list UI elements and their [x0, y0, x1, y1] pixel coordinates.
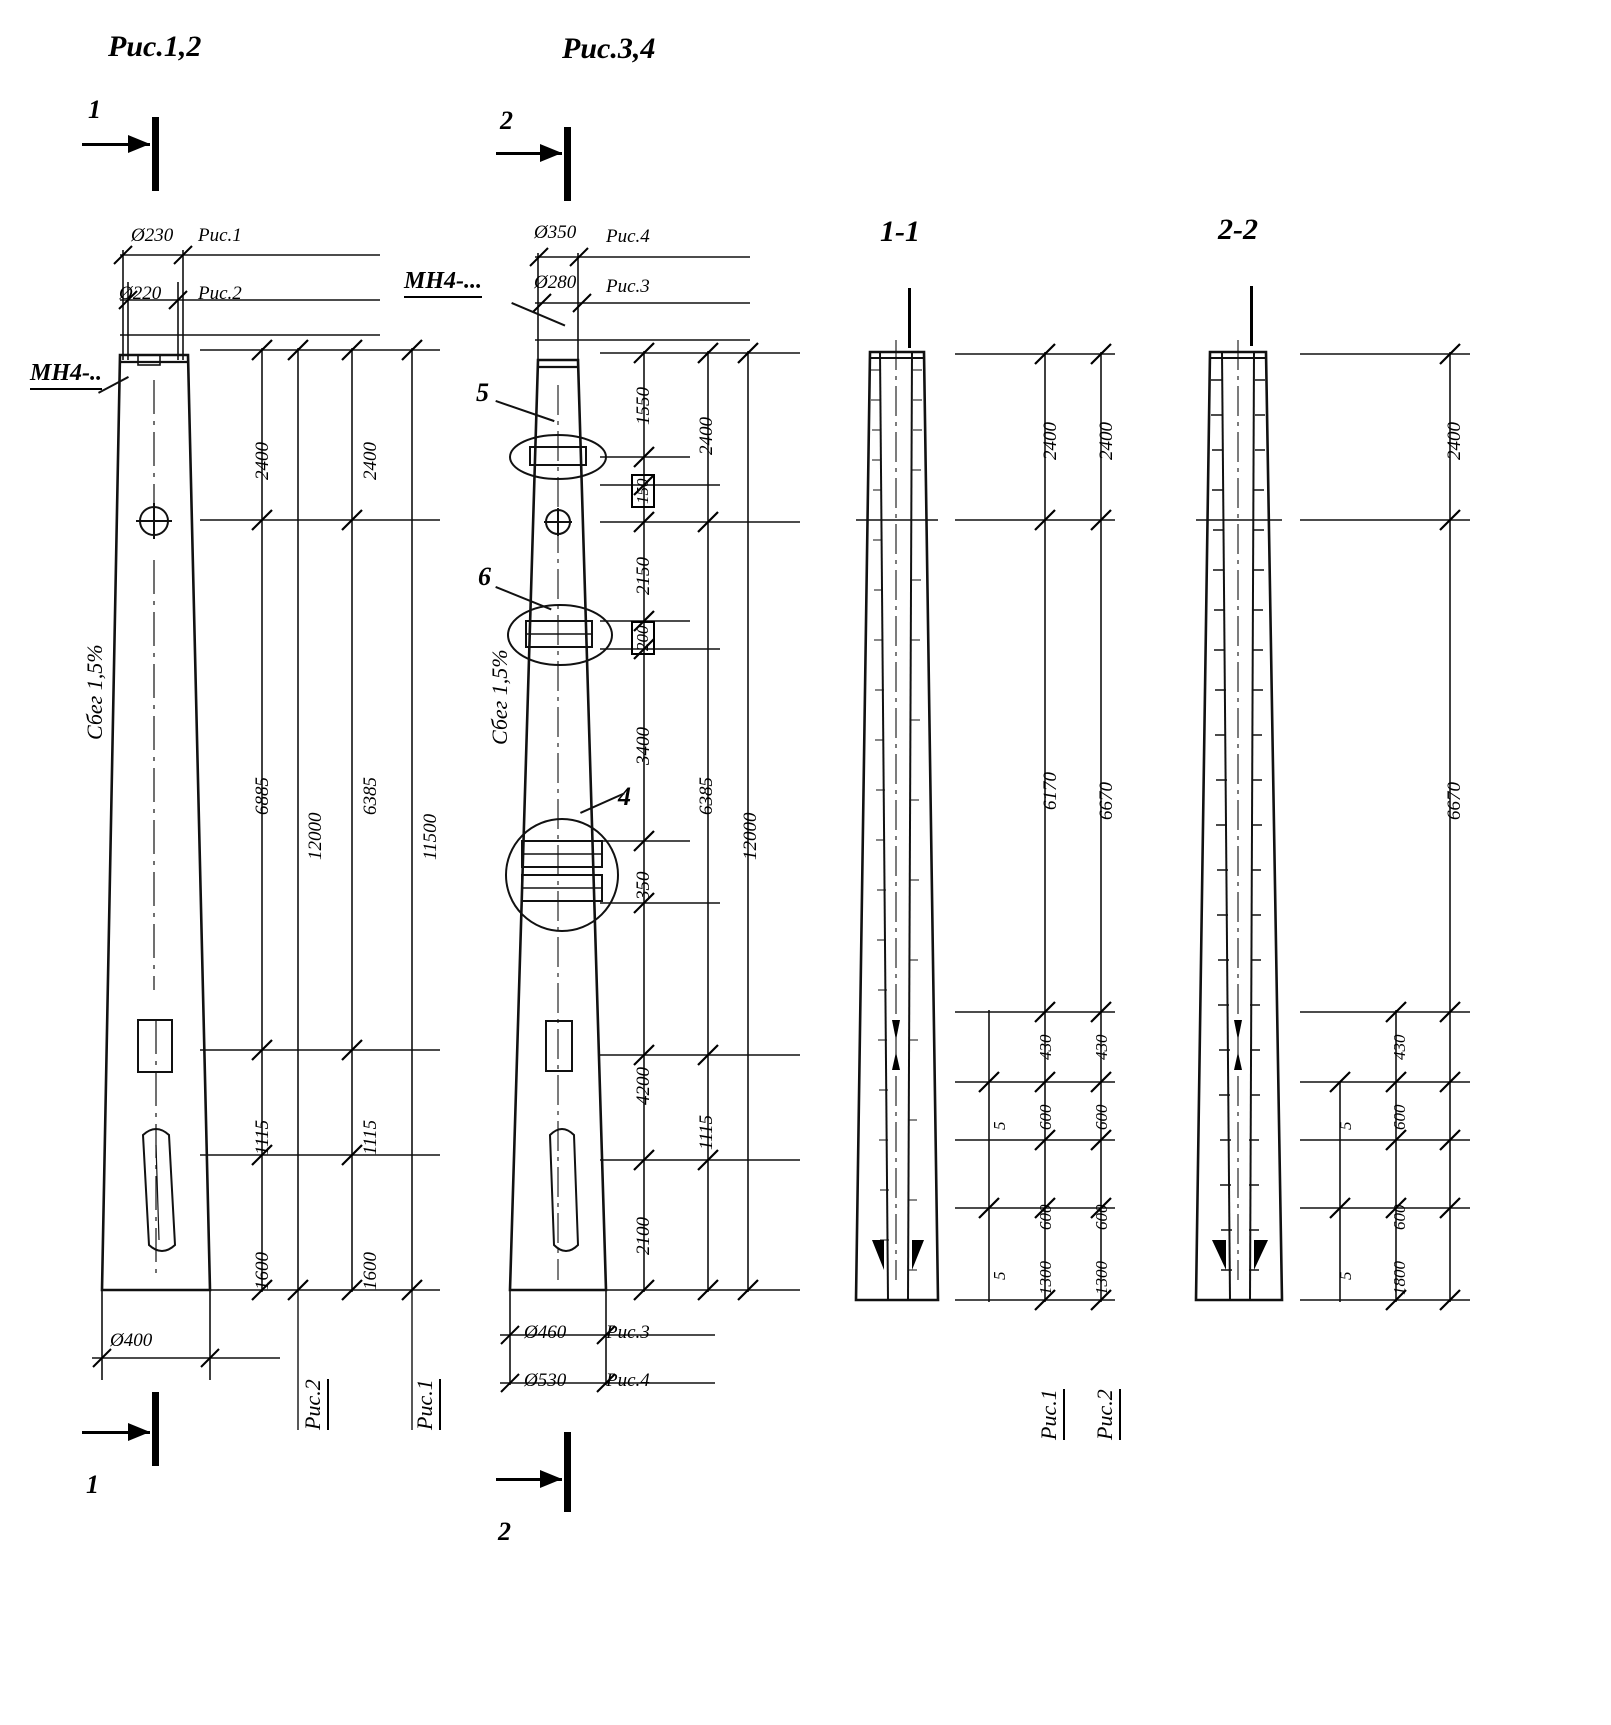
section-11-dimension-chains [955, 340, 1135, 1400]
fig34-dim-12000: 12000 [740, 812, 761, 860]
sec11-dim-1300-b: 1300 [1092, 1261, 1111, 1295]
sec22-dim-600-b: 600 [1390, 1204, 1409, 1230]
fig12-dim-12000: 12000 [305, 812, 326, 860]
fig34-top-diam-1: Ø350 [534, 222, 577, 243]
fig12-note-ris2: Рис.2 [300, 1379, 329, 1430]
fig12-top-note-1: Рис.1 [198, 225, 242, 246]
section-arrow-head-2b [540, 1466, 568, 1492]
sec11-dim-5-b: 5 [990, 1271, 1009, 1280]
fig34-top-note-1: Рис.4 [606, 226, 650, 247]
section-22-axis-top [1250, 286, 1253, 346]
fig34-dim-150: 150 [631, 475, 655, 509]
section-mark-top-2: 2 [500, 106, 513, 135]
sec22-dim-2400: 2400 [1444, 422, 1465, 460]
fig12-top-diam-1: Ø230 [131, 225, 174, 246]
fig12-top-note-2: Рис.2 [198, 283, 242, 304]
fig34-dim-6385: 6385 [696, 777, 717, 815]
section-22-dimension-chains [1300, 340, 1490, 1400]
title-section-11: 1-1 [880, 215, 920, 248]
fig34-callout-4: 4 [618, 782, 631, 811]
fig34-dim-350: 350 [633, 871, 654, 900]
fig12-dim-1115-b: 1115 [360, 1119, 381, 1155]
fig34-taper-label: Сбег 1,5% [487, 649, 512, 745]
fig12-taper-label: Сбег 1,5% [82, 644, 107, 740]
fig34-callout-6: 6 [478, 562, 491, 591]
fig34-dim-2150: 2150 [633, 557, 654, 595]
fig34-bottom-note-2: Рис.4 [606, 1370, 650, 1391]
fig34-dim-2100: 2100 [633, 1217, 654, 1255]
sec11-dim-6170: 6170 [1040, 772, 1061, 810]
section-11-axis-top [908, 288, 911, 348]
fig12-dim-1600-a: 1600 [252, 1252, 273, 1290]
sec11-dim-600-c: 600 [1092, 1104, 1111, 1130]
fig12-top-diam-2: Ø220 [119, 283, 162, 304]
sec22-dim-5-a: 5 [1336, 1121, 1355, 1130]
fig34-bottom-diam-2: Ø530 [524, 1370, 567, 1391]
fig12-dim-11500: 11500 [420, 813, 441, 860]
title-section-22: 2-2 [1218, 213, 1258, 246]
sec11-dim-430-b: 430 [1092, 1034, 1111, 1060]
sec22-dim-5-b: 5 [1336, 1271, 1355, 1280]
sec22-dim-600-a: 600 [1390, 1104, 1409, 1130]
fig12-dim-6385: 6385 [360, 777, 381, 815]
sec22-dim-1800: 1800 [1390, 1261, 1409, 1295]
sec11-note-ris1: Рис.1 [1036, 1389, 1065, 1440]
fig34-dim-4200: 4200 [633, 1067, 654, 1105]
section-plane-1 [152, 117, 159, 191]
section-arrow-head-1b [128, 1419, 156, 1445]
sec11-dim-2400-b: 2400 [1096, 422, 1117, 460]
fig12-note-ris1: Рис.1 [412, 1379, 441, 1430]
sec11-dim-430-a: 430 [1036, 1034, 1055, 1060]
fig12-dim-1115-a: 1115 [252, 1119, 273, 1155]
fig34-bottom-note-1: Рис.3 [606, 1322, 650, 1343]
fig34-top-diam-2: Ø280 [534, 272, 577, 293]
section-plane-2 [564, 127, 571, 201]
fig34-callout-5: 5 [476, 378, 489, 407]
section-mark-bottom-2: 2 [498, 1517, 511, 1546]
fig34-dim-200: 200 [631, 622, 655, 656]
fig34-dim-1115: 1115 [696, 1114, 717, 1150]
sec11-dim-600-b: 600 [1036, 1204, 1055, 1230]
fig12-dim-2400-a: 2400 [252, 442, 273, 480]
sec11-dim-6670: 6670 [1096, 782, 1117, 820]
sec11-dim-5-a: 5 [990, 1121, 1009, 1130]
sec11-note-ris2: Рис.2 [1092, 1389, 1121, 1440]
sec22-dim-430: 430 [1390, 1034, 1409, 1060]
sec11-dim-1300-a: 1300 [1036, 1261, 1055, 1295]
title-fig12: Рис.1,2 [108, 30, 202, 63]
sec22-dim-6670: 6670 [1444, 782, 1465, 820]
fig34-dim-2400: 2400 [696, 417, 717, 455]
fig34-bottom-diam-1: Ø460 [524, 1322, 567, 1343]
fig12-mark-label: МН4-.. [30, 360, 102, 390]
fig34-dim-3400: 3400 [633, 727, 654, 765]
sec11-dim-2400-a: 2400 [1040, 422, 1061, 460]
fig34-dim-1550: 1550 [633, 387, 654, 425]
fig12-dim-2400-b: 2400 [360, 442, 381, 480]
fig34-mark-label: МН4-... [404, 268, 482, 298]
title-fig34: Рис.3,4 [562, 32, 656, 65]
fig12-bottom-diam: Ø400 [110, 1330, 153, 1351]
sec11-dim-600-a: 600 [1036, 1104, 1055, 1130]
fig12-dim-1600-b: 1600 [360, 1252, 381, 1290]
fig12-dim-6885: 6885 [252, 777, 273, 815]
section-mark-bottom-1: 1 [86, 1470, 99, 1499]
section-mark-top-1: 1 [88, 95, 101, 124]
fig34-top-note-2: Рис.3 [606, 276, 650, 297]
sec11-dim-600-d: 600 [1092, 1204, 1111, 1230]
